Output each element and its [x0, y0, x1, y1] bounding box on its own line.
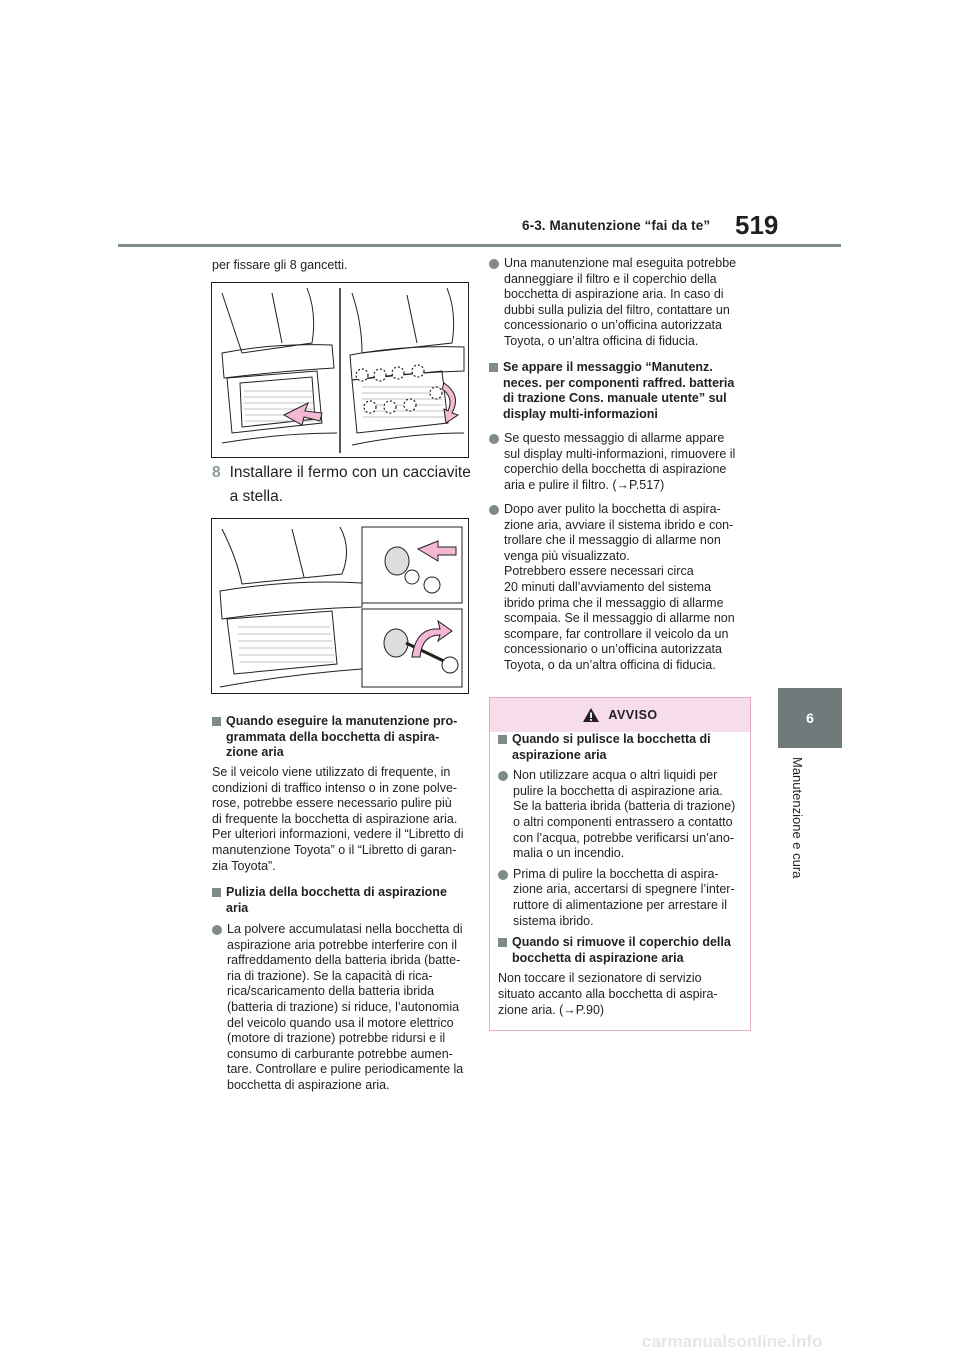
- step-number: 8: [212, 464, 221, 481]
- square-bullet-icon: [212, 888, 221, 897]
- message-heading-text: Se appare il messaggio “Manutenz. neces. per componenti raffred. batteria di trazione Cons. manuale utente” sul display multi-informazioni: [503, 360, 735, 421]
- figure-remove-cover: [211, 282, 469, 458]
- warning-heading-1-text: Quando si pulisce la bocchetta di aspirazione aria: [512, 732, 711, 762]
- warning-heading-2: [498, 935, 742, 966]
- warning-bullet-2: [498, 867, 742, 929]
- cleaning-heading: [212, 885, 470, 916]
- circle-bullet-icon: [498, 870, 508, 880]
- circle-bullet-icon: [489, 505, 499, 515]
- square-bullet-icon: [212, 717, 221, 726]
- warning-bullet-1: [498, 768, 742, 862]
- when-heading-text: Quando eseguire la manutenzione pro- grammata della bocchetta di aspira- zione aria: [226, 714, 458, 760]
- cleaning-bullet: [212, 922, 474, 1094]
- warning-header: [490, 698, 750, 732]
- fastener-illustration: [212, 519, 468, 693]
- after-cleaning-bullet: [489, 502, 751, 674]
- when-paragraph: Se il veicolo viene utilizzato di frequente, in condizioni di traffico intenso o in zone polve- rose, potrebbe essere necessario pulire più di frequente la bocchetta di aspirazione aria. Per ulteriori informazioni, vedere il “Libretto di manutenzione Toyota” o il “Libretto di garan- zia Toyota”.: [212, 765, 464, 873]
- chapter-label: [780, 757, 810, 917]
- maintenance-bullet-text: Una manutenzione mal eseguita potrebbe danneggiare il filtro e il coperchio della bocchetta di aspirazione aria. In caso di dubbi sulla pulizia del filtro, contattare un concessionario o un’officina autorizzata Toyota, o un’altra officina di fiducia.: [504, 256, 737, 348]
- page-number: 519: [735, 210, 779, 240]
- circle-bullet-icon: [489, 259, 499, 269]
- circle-bullet-icon: [489, 434, 499, 444]
- header-rule: [118, 244, 841, 247]
- warning-triangle-icon: [582, 707, 600, 723]
- warning-bullet-1-text: Non utilizzare acqua o altri liquidi per pulire la bocchetta di aspirazione aria. Se la batteria ibrida (batteria di trazione) o altri componenti entrassero a contatto con l’acqua, potrebbe verificarsi un’ano- malia o un incendio.: [513, 768, 736, 861]
- seat-cover-illustration: [212, 283, 468, 457]
- message-heading: [489, 360, 751, 422]
- watermark: carmanualsonline.info: [642, 1332, 823, 1351]
- square-bullet-icon: [498, 938, 507, 947]
- step-text: Installare il fermo con un cacciavite a stella.: [229, 464, 471, 505]
- message-bullet: [489, 431, 751, 493]
- section-title: 6-3. Manutenzione “fai da te”: [522, 218, 711, 233]
- warning-paragraph: Non toccare il sezionatore di servizio situato accanto alla bocchetta di aspira- zione aria. (→P.90): [498, 971, 718, 1017]
- step-8: [212, 461, 471, 509]
- warning-body: [490, 732, 750, 1018]
- when-heading: [212, 714, 470, 761]
- warning-heading-1: [498, 732, 742, 763]
- cleaning-bullet-text: La polvere accumulatasi nella bocchetta di aspirazione aria potrebbe interferire con il raffreddamento della batteria ibrida (batte- ria di trazione). Se la capacità di rica- rica/scaricamento della batteria ibrida (batteria di trazione) si riduce, l’autonomia del veicolo quando usa il motore elettrico (motore di trazione) potrebbe ridursi e il consumo di carburante potrebbe aumen- tare. Controllare e pulire periodicamente la bocchetta di aspirazione aria.: [227, 922, 464, 1092]
- intro-text: per fissare gli 8 gancetti.: [212, 258, 348, 272]
- circle-bullet-icon: [498, 771, 508, 781]
- figure-install-fastener: [211, 518, 469, 694]
- circle-bullet-icon: [212, 925, 222, 935]
- square-bullet-icon: [498, 735, 507, 744]
- message-bullet-text: Se questo messaggio di allarme appare sul display multi-informazioni, rimuovere il coperchio della bocchetta di aspirazione aria e pulire il filtro. (→P.517): [504, 431, 736, 492]
- after-cleaning-bullet-text: Dopo aver pulito la bocchetta di aspira- zione aria, avviare il sistema ibrido e con- trollare che il messaggio di allarme non venga più visualizzato. Potrebbero essere necessari circa 20 minuti dall’avviamento del sistema ibrido prima che il messaggio di allarme scompaia. Se il messaggio di allarme non scompare, far controllare il veicolo da un concessionario o un’officina autorizzata Toyota, o da un’altra officina di fiducia.: [504, 502, 735, 672]
- chapter-tab: 6: [778, 688, 842, 748]
- square-bullet-icon: [489, 363, 498, 372]
- chapter-label-text: Manutenzione e cura: [790, 757, 805, 879]
- warning-box: [489, 697, 751, 1031]
- warning-heading-2-text: Quando si rimuove il coperchio della bocchetta di aspirazione aria: [512, 935, 731, 965]
- warning-bullet-2-text: Prima di pulire la bocchetta di aspira- zione aria, accertarsi di spegnere l’inter- ruttore di alimentazione per arrestare il sistema ibrido.: [513, 866, 735, 928]
- warning-title: AVVISO: [608, 708, 658, 722]
- cleaning-heading-text: Pulizia della bocchetta di aspirazione aria: [226, 885, 447, 915]
- maintenance-bullet: [489, 256, 751, 350]
